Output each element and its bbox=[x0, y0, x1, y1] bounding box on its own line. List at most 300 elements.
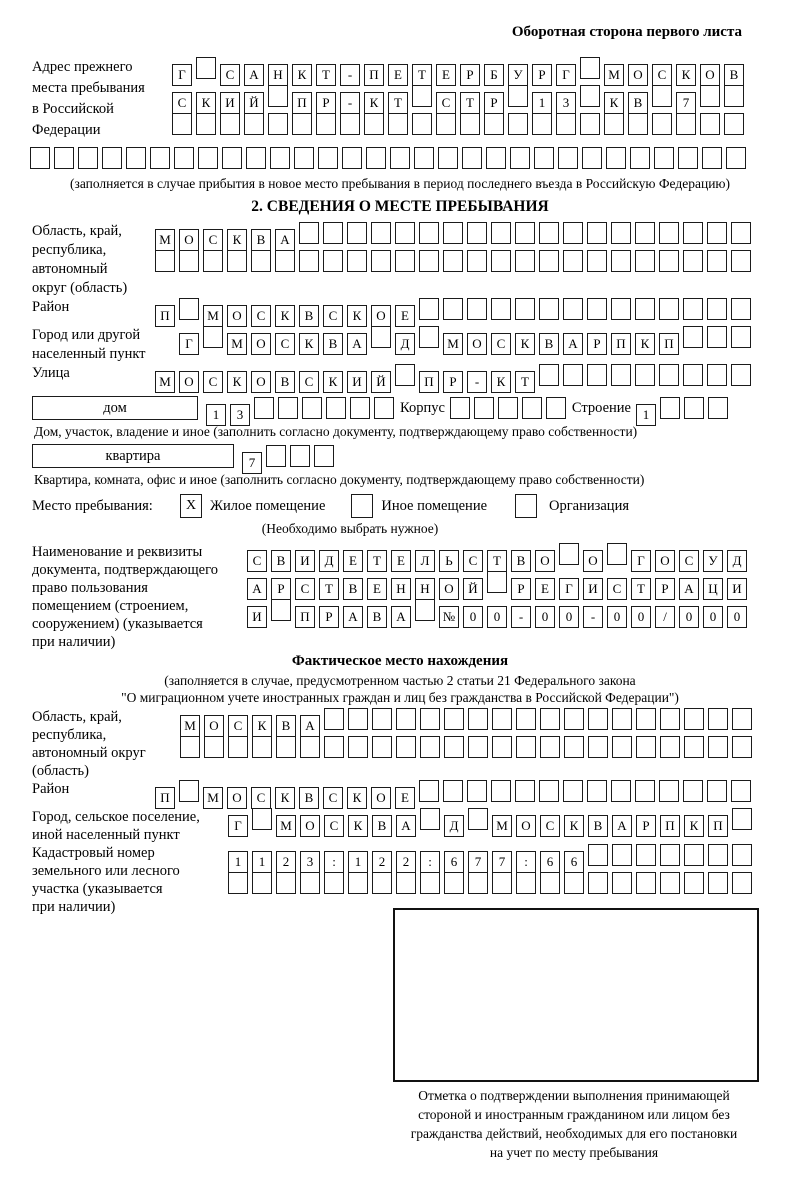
char-cell[interactable] bbox=[54, 147, 74, 169]
char-cell[interactable]: А bbox=[563, 333, 583, 355]
char-cell[interactable] bbox=[563, 298, 583, 320]
char-cell[interactable]: - bbox=[467, 371, 487, 393]
char-cell[interactable]: А bbox=[347, 333, 367, 355]
char-cell[interactable]: Р bbox=[460, 64, 480, 86]
char-cell[interactable] bbox=[635, 250, 655, 272]
char-cell[interactable]: Б bbox=[484, 64, 504, 86]
char-cell[interactable] bbox=[539, 222, 559, 244]
char-cell[interactable]: И bbox=[347, 371, 367, 393]
char-cell[interactable]: В bbox=[588, 815, 608, 837]
char-cell[interactable] bbox=[203, 250, 223, 272]
char-cell[interactable]: К bbox=[364, 92, 384, 114]
char-cell[interactable] bbox=[635, 364, 655, 386]
char-cell[interactable] bbox=[732, 872, 752, 894]
char-cell[interactable]: К bbox=[275, 305, 295, 327]
char-cell[interactable]: И bbox=[247, 606, 267, 628]
char-cell[interactable] bbox=[587, 222, 607, 244]
char-cell[interactable] bbox=[707, 298, 727, 320]
char-cell[interactable]: В bbox=[372, 815, 392, 837]
char-cell[interactable] bbox=[515, 250, 535, 272]
char-cell[interactable] bbox=[252, 736, 272, 758]
char-cell[interactable] bbox=[326, 397, 346, 419]
char-cell[interactable] bbox=[491, 250, 511, 272]
char-cell[interactable] bbox=[683, 222, 703, 244]
char-cell[interactable]: Й bbox=[244, 92, 264, 114]
char-cell[interactable] bbox=[294, 147, 314, 169]
char-cell[interactable] bbox=[419, 298, 439, 320]
char-cell[interactable]: - bbox=[511, 606, 531, 628]
char-cell[interactable]: А bbox=[679, 578, 699, 600]
char-cell[interactable]: С bbox=[275, 333, 295, 355]
organization-checkbox[interactable] bbox=[515, 494, 537, 518]
char-cell[interactable] bbox=[707, 326, 727, 348]
char-cell[interactable]: К bbox=[275, 787, 295, 809]
char-cell[interactable] bbox=[564, 708, 584, 730]
char-cell[interactable] bbox=[396, 736, 416, 758]
char-cell[interactable] bbox=[635, 298, 655, 320]
char-cell[interactable] bbox=[683, 326, 703, 348]
char-cell[interactable] bbox=[396, 872, 416, 894]
char-cell[interactable] bbox=[244, 113, 264, 135]
char-cell[interactable] bbox=[468, 872, 488, 894]
char-cell[interactable]: 2 bbox=[372, 851, 392, 873]
char-cell[interactable]: П bbox=[611, 333, 631, 355]
char-cell[interactable] bbox=[492, 736, 512, 758]
char-cell[interactable] bbox=[372, 708, 392, 730]
char-cell[interactable]: С bbox=[228, 715, 248, 737]
char-cell[interactable] bbox=[323, 222, 343, 244]
char-cell[interactable] bbox=[324, 708, 344, 730]
char-cell[interactable]: В bbox=[299, 305, 319, 327]
char-cell[interactable]: Й bbox=[371, 371, 391, 393]
char-cell[interactable]: С bbox=[299, 371, 319, 393]
char-cell[interactable]: Е bbox=[343, 550, 363, 572]
char-cell[interactable] bbox=[588, 708, 608, 730]
char-cell[interactable]: 7 bbox=[242, 452, 262, 474]
char-cell[interactable] bbox=[251, 250, 271, 272]
char-cell[interactable] bbox=[731, 780, 751, 802]
char-cell[interactable]: 6 bbox=[540, 851, 560, 873]
char-cell[interactable]: В bbox=[511, 550, 531, 572]
char-cell[interactable]: Р bbox=[511, 578, 531, 600]
char-cell[interactable]: К bbox=[684, 815, 704, 837]
char-cell[interactable]: 0 bbox=[559, 606, 579, 628]
char-cell[interactable]: В bbox=[271, 550, 291, 572]
char-cell[interactable] bbox=[467, 222, 487, 244]
char-cell[interactable]: О bbox=[204, 715, 224, 737]
char-cell[interactable] bbox=[587, 364, 607, 386]
char-cell[interactable]: О bbox=[700, 64, 720, 86]
char-cell[interactable] bbox=[635, 780, 655, 802]
char-cell[interactable] bbox=[347, 222, 367, 244]
char-cell[interactable]: П bbox=[659, 333, 679, 355]
char-cell[interactable]: Н bbox=[391, 578, 411, 600]
char-cell[interactable]: 0 bbox=[487, 606, 507, 628]
char-cell[interactable] bbox=[508, 113, 528, 135]
char-cell[interactable]: Л bbox=[415, 550, 435, 572]
char-cell[interactable] bbox=[443, 222, 463, 244]
char-cell[interactable] bbox=[659, 298, 679, 320]
char-cell[interactable]: О bbox=[516, 815, 536, 837]
char-cell[interactable]: Т bbox=[515, 371, 535, 393]
char-cell[interactable]: В bbox=[275, 371, 295, 393]
char-cell[interactable] bbox=[556, 113, 576, 135]
char-cell[interactable] bbox=[492, 708, 512, 730]
char-cell[interactable] bbox=[227, 250, 247, 272]
char-cell[interactable] bbox=[508, 85, 528, 107]
char-cell[interactable]: / bbox=[655, 606, 675, 628]
char-cell[interactable] bbox=[299, 222, 319, 244]
char-cell[interactable] bbox=[179, 250, 199, 272]
char-cell[interactable] bbox=[559, 543, 579, 565]
char-cell[interactable] bbox=[564, 736, 584, 758]
char-cell[interactable] bbox=[636, 736, 656, 758]
char-cell[interactable]: М bbox=[155, 371, 175, 393]
char-cell[interactable] bbox=[155, 250, 175, 272]
char-cell[interactable] bbox=[252, 872, 272, 894]
char-cell[interactable] bbox=[172, 113, 192, 135]
char-cell[interactable] bbox=[731, 222, 751, 244]
char-cell[interactable]: 0 bbox=[679, 606, 699, 628]
char-cell[interactable] bbox=[444, 736, 464, 758]
char-cell[interactable] bbox=[302, 397, 322, 419]
char-cell[interactable] bbox=[371, 250, 391, 272]
char-cell[interactable]: : bbox=[420, 851, 440, 873]
char-cell[interactable]: 1 bbox=[206, 404, 226, 426]
char-cell[interactable]: С bbox=[652, 64, 672, 86]
char-cell[interactable] bbox=[252, 808, 272, 830]
char-cell[interactable]: : bbox=[324, 851, 344, 873]
char-cell[interactable]: О bbox=[251, 333, 271, 355]
char-cell[interactable] bbox=[683, 364, 703, 386]
char-cell[interactable] bbox=[316, 113, 336, 135]
char-cell[interactable] bbox=[420, 708, 440, 730]
char-cell[interactable]: 6 bbox=[564, 851, 584, 873]
char-cell[interactable]: А bbox=[247, 578, 267, 600]
char-cell[interactable] bbox=[539, 298, 559, 320]
char-cell[interactable] bbox=[563, 364, 583, 386]
char-cell[interactable] bbox=[268, 85, 288, 107]
char-cell[interactable]: Е bbox=[436, 64, 456, 86]
char-cell[interactable]: Е bbox=[395, 787, 415, 809]
char-cell[interactable]: П bbox=[364, 64, 384, 86]
char-cell[interactable] bbox=[275, 250, 295, 272]
char-cell[interactable] bbox=[78, 147, 98, 169]
char-cell[interactable]: С bbox=[679, 550, 699, 572]
char-cell[interactable]: А bbox=[391, 606, 411, 628]
char-cell[interactable]: 2 bbox=[396, 851, 416, 873]
char-cell[interactable] bbox=[278, 397, 298, 419]
char-cell[interactable] bbox=[700, 113, 720, 135]
char-cell[interactable] bbox=[467, 250, 487, 272]
char-cell[interactable]: О bbox=[179, 371, 199, 393]
char-cell[interactable]: 3 bbox=[556, 92, 576, 114]
char-cell[interactable] bbox=[516, 736, 536, 758]
char-cell[interactable]: С bbox=[323, 787, 343, 809]
char-cell[interactable] bbox=[635, 222, 655, 244]
char-cell[interactable] bbox=[588, 736, 608, 758]
char-cell[interactable]: П bbox=[419, 371, 439, 393]
char-cell[interactable]: Р bbox=[532, 64, 552, 86]
char-cell[interactable]: Т bbox=[487, 550, 507, 572]
char-cell[interactable]: И bbox=[583, 578, 603, 600]
char-cell[interactable] bbox=[611, 364, 631, 386]
char-cell[interactable]: А bbox=[275, 229, 295, 251]
char-cell[interactable] bbox=[468, 708, 488, 730]
char-cell[interactable]: 1 bbox=[228, 851, 248, 873]
char-cell[interactable] bbox=[540, 708, 560, 730]
char-cell[interactable]: К bbox=[491, 371, 511, 393]
char-cell[interactable]: Д bbox=[319, 550, 339, 572]
char-cell[interactable]: С bbox=[463, 550, 483, 572]
char-cell[interactable]: 3 bbox=[300, 851, 320, 873]
char-cell[interactable]: О bbox=[371, 305, 391, 327]
char-cell[interactable] bbox=[684, 872, 704, 894]
char-cell[interactable] bbox=[683, 298, 703, 320]
char-cell[interactable] bbox=[487, 571, 507, 593]
char-cell[interactable]: Й bbox=[463, 578, 483, 600]
char-cell[interactable]: 1 bbox=[252, 851, 272, 873]
char-cell[interactable] bbox=[612, 736, 632, 758]
char-cell[interactable] bbox=[702, 147, 722, 169]
char-cell[interactable] bbox=[515, 222, 535, 244]
char-cell[interactable] bbox=[220, 113, 240, 135]
char-cell[interactable] bbox=[708, 397, 728, 419]
char-cell[interactable] bbox=[636, 708, 656, 730]
char-cell[interactable]: Р bbox=[484, 92, 504, 114]
char-cell[interactable] bbox=[563, 780, 583, 802]
char-cell[interactable]: С bbox=[295, 578, 315, 600]
char-cell[interactable]: М bbox=[443, 333, 463, 355]
char-cell[interactable]: Г bbox=[559, 578, 579, 600]
char-cell[interactable] bbox=[462, 147, 482, 169]
char-cell[interactable] bbox=[604, 113, 624, 135]
char-cell[interactable]: И bbox=[295, 550, 315, 572]
char-cell[interactable] bbox=[436, 113, 456, 135]
char-cell[interactable]: Г bbox=[172, 64, 192, 86]
char-cell[interactable]: 7 bbox=[468, 851, 488, 873]
char-cell[interactable]: Р bbox=[443, 371, 463, 393]
char-cell[interactable] bbox=[731, 250, 751, 272]
char-cell[interactable]: К bbox=[676, 64, 696, 86]
char-cell[interactable]: Ц bbox=[703, 578, 723, 600]
char-cell[interactable] bbox=[659, 250, 679, 272]
char-cell[interactable]: Т bbox=[460, 92, 480, 114]
char-cell[interactable] bbox=[467, 780, 487, 802]
char-cell[interactable] bbox=[636, 872, 656, 894]
char-cell[interactable] bbox=[611, 250, 631, 272]
char-cell[interactable] bbox=[678, 147, 698, 169]
char-cell[interactable] bbox=[412, 85, 432, 107]
char-cell[interactable]: Ь bbox=[439, 550, 459, 572]
char-cell[interactable]: 0 bbox=[463, 606, 483, 628]
char-cell[interactable] bbox=[228, 736, 248, 758]
char-cell[interactable] bbox=[612, 708, 632, 730]
char-cell[interactable] bbox=[443, 780, 463, 802]
char-cell[interactable] bbox=[732, 708, 752, 730]
char-cell[interactable] bbox=[708, 844, 728, 866]
char-cell[interactable]: Р bbox=[587, 333, 607, 355]
char-cell[interactable]: К bbox=[347, 787, 367, 809]
char-cell[interactable] bbox=[254, 397, 274, 419]
char-cell[interactable]: 0 bbox=[703, 606, 723, 628]
char-cell[interactable] bbox=[660, 708, 680, 730]
char-cell[interactable]: : bbox=[516, 851, 536, 873]
char-cell[interactable] bbox=[654, 147, 674, 169]
char-cell[interactable] bbox=[534, 147, 554, 169]
char-cell[interactable]: П bbox=[660, 815, 680, 837]
char-cell[interactable]: 0 bbox=[631, 606, 651, 628]
char-cell[interactable] bbox=[580, 57, 600, 79]
char-cell[interactable] bbox=[492, 872, 512, 894]
char-cell[interactable] bbox=[350, 397, 370, 419]
char-cell[interactable] bbox=[707, 250, 727, 272]
char-cell[interactable] bbox=[318, 147, 338, 169]
char-cell[interactable]: О bbox=[227, 305, 247, 327]
char-cell[interactable]: Р bbox=[319, 606, 339, 628]
char-cell[interactable] bbox=[731, 298, 751, 320]
char-cell[interactable] bbox=[348, 708, 368, 730]
char-cell[interactable]: С bbox=[247, 550, 267, 572]
char-cell[interactable]: Е bbox=[367, 578, 387, 600]
char-cell[interactable]: Е bbox=[391, 550, 411, 572]
char-cell[interactable] bbox=[348, 872, 368, 894]
char-cell[interactable] bbox=[204, 736, 224, 758]
char-cell[interactable]: П bbox=[292, 92, 312, 114]
char-cell[interactable] bbox=[659, 780, 679, 802]
other-premises-checkbox[interactable] bbox=[351, 494, 373, 518]
char-cell[interactable]: К bbox=[604, 92, 624, 114]
char-cell[interactable] bbox=[732, 808, 752, 830]
char-cell[interactable] bbox=[660, 872, 680, 894]
char-cell[interactable] bbox=[660, 844, 680, 866]
char-cell[interactable] bbox=[732, 844, 752, 866]
char-cell[interactable] bbox=[443, 298, 463, 320]
char-cell[interactable] bbox=[228, 872, 248, 894]
char-cell[interactable] bbox=[196, 57, 216, 79]
char-cell[interactable] bbox=[652, 113, 672, 135]
char-cell[interactable]: Г bbox=[631, 550, 651, 572]
char-cell[interactable]: А bbox=[300, 715, 320, 737]
char-cell[interactable] bbox=[324, 736, 344, 758]
char-cell[interactable]: 2 bbox=[276, 851, 296, 873]
char-cell[interactable]: С bbox=[491, 333, 511, 355]
char-cell[interactable] bbox=[607, 543, 627, 565]
char-cell[interactable] bbox=[540, 736, 560, 758]
char-cell[interactable] bbox=[372, 736, 392, 758]
char-cell[interactable]: 0 bbox=[727, 606, 747, 628]
char-cell[interactable]: № bbox=[439, 606, 459, 628]
char-cell[interactable]: М bbox=[604, 64, 624, 86]
char-cell[interactable]: О bbox=[371, 787, 391, 809]
char-cell[interactable] bbox=[419, 326, 439, 348]
char-cell[interactable] bbox=[419, 250, 439, 272]
char-cell[interactable] bbox=[419, 780, 439, 802]
char-cell[interactable] bbox=[612, 872, 632, 894]
char-cell[interactable]: М bbox=[276, 815, 296, 837]
char-cell[interactable] bbox=[371, 326, 391, 348]
char-cell[interactable]: И bbox=[220, 92, 240, 114]
char-cell[interactable]: С bbox=[607, 578, 627, 600]
char-cell[interactable]: О bbox=[467, 333, 487, 355]
char-cell[interactable] bbox=[388, 113, 408, 135]
char-cell[interactable] bbox=[342, 147, 362, 169]
char-cell[interactable] bbox=[299, 250, 319, 272]
char-cell[interactable] bbox=[180, 736, 200, 758]
char-cell[interactable] bbox=[684, 736, 704, 758]
char-cell[interactable] bbox=[246, 147, 266, 169]
char-cell[interactable] bbox=[539, 780, 559, 802]
char-cell[interactable] bbox=[546, 397, 566, 419]
char-cell[interactable] bbox=[150, 147, 170, 169]
char-cell[interactable] bbox=[395, 222, 415, 244]
char-cell[interactable]: П bbox=[708, 815, 728, 837]
char-cell[interactable] bbox=[532, 113, 552, 135]
char-cell[interactable]: О bbox=[535, 550, 555, 572]
char-cell[interactable] bbox=[516, 708, 536, 730]
char-cell[interactable]: А bbox=[244, 64, 264, 86]
char-cell[interactable]: 0 bbox=[607, 606, 627, 628]
char-cell[interactable]: Г bbox=[228, 815, 248, 837]
char-cell[interactable]: Т bbox=[316, 64, 336, 86]
char-cell[interactable] bbox=[486, 147, 506, 169]
char-cell[interactable] bbox=[516, 872, 536, 894]
char-cell[interactable]: К bbox=[196, 92, 216, 114]
char-cell[interactable] bbox=[366, 147, 386, 169]
char-cell[interactable] bbox=[419, 222, 439, 244]
char-cell[interactable] bbox=[491, 222, 511, 244]
char-cell[interactable]: В bbox=[539, 333, 559, 355]
char-cell[interactable]: 3 bbox=[230, 404, 250, 426]
char-cell[interactable] bbox=[374, 397, 394, 419]
char-cell[interactable] bbox=[491, 298, 511, 320]
char-cell[interactable]: Е bbox=[395, 305, 415, 327]
char-cell[interactable]: 6 bbox=[444, 851, 464, 873]
char-cell[interactable] bbox=[588, 844, 608, 866]
char-cell[interactable]: В bbox=[367, 606, 387, 628]
char-cell[interactable]: К bbox=[299, 333, 319, 355]
char-cell[interactable]: Д bbox=[395, 333, 415, 355]
char-cell[interactable] bbox=[510, 147, 530, 169]
char-cell[interactable] bbox=[582, 147, 602, 169]
char-cell[interactable] bbox=[580, 113, 600, 135]
char-cell[interactable] bbox=[587, 780, 607, 802]
char-cell[interactable]: Р bbox=[636, 815, 656, 837]
char-cell[interactable] bbox=[732, 736, 752, 758]
char-cell[interactable] bbox=[468, 808, 488, 830]
char-cell[interactable] bbox=[126, 147, 146, 169]
char-cell[interactable] bbox=[491, 780, 511, 802]
char-cell[interactable] bbox=[563, 250, 583, 272]
char-cell[interactable]: Г bbox=[556, 64, 576, 86]
char-cell[interactable] bbox=[102, 147, 122, 169]
char-cell[interactable] bbox=[708, 872, 728, 894]
char-cell[interactable]: М bbox=[180, 715, 200, 737]
char-cell[interactable] bbox=[564, 872, 584, 894]
char-cell[interactable]: К bbox=[515, 333, 535, 355]
char-cell[interactable]: К bbox=[348, 815, 368, 837]
char-cell[interactable]: О bbox=[439, 578, 459, 600]
char-cell[interactable] bbox=[395, 250, 415, 272]
char-cell[interactable] bbox=[222, 147, 242, 169]
char-cell[interactable] bbox=[676, 113, 696, 135]
char-cell[interactable]: С bbox=[203, 371, 223, 393]
char-cell[interactable]: Р bbox=[655, 578, 675, 600]
char-cell[interactable] bbox=[420, 808, 440, 830]
char-cell[interactable] bbox=[271, 599, 291, 621]
char-cell[interactable] bbox=[580, 85, 600, 107]
char-cell[interactable] bbox=[292, 113, 312, 135]
